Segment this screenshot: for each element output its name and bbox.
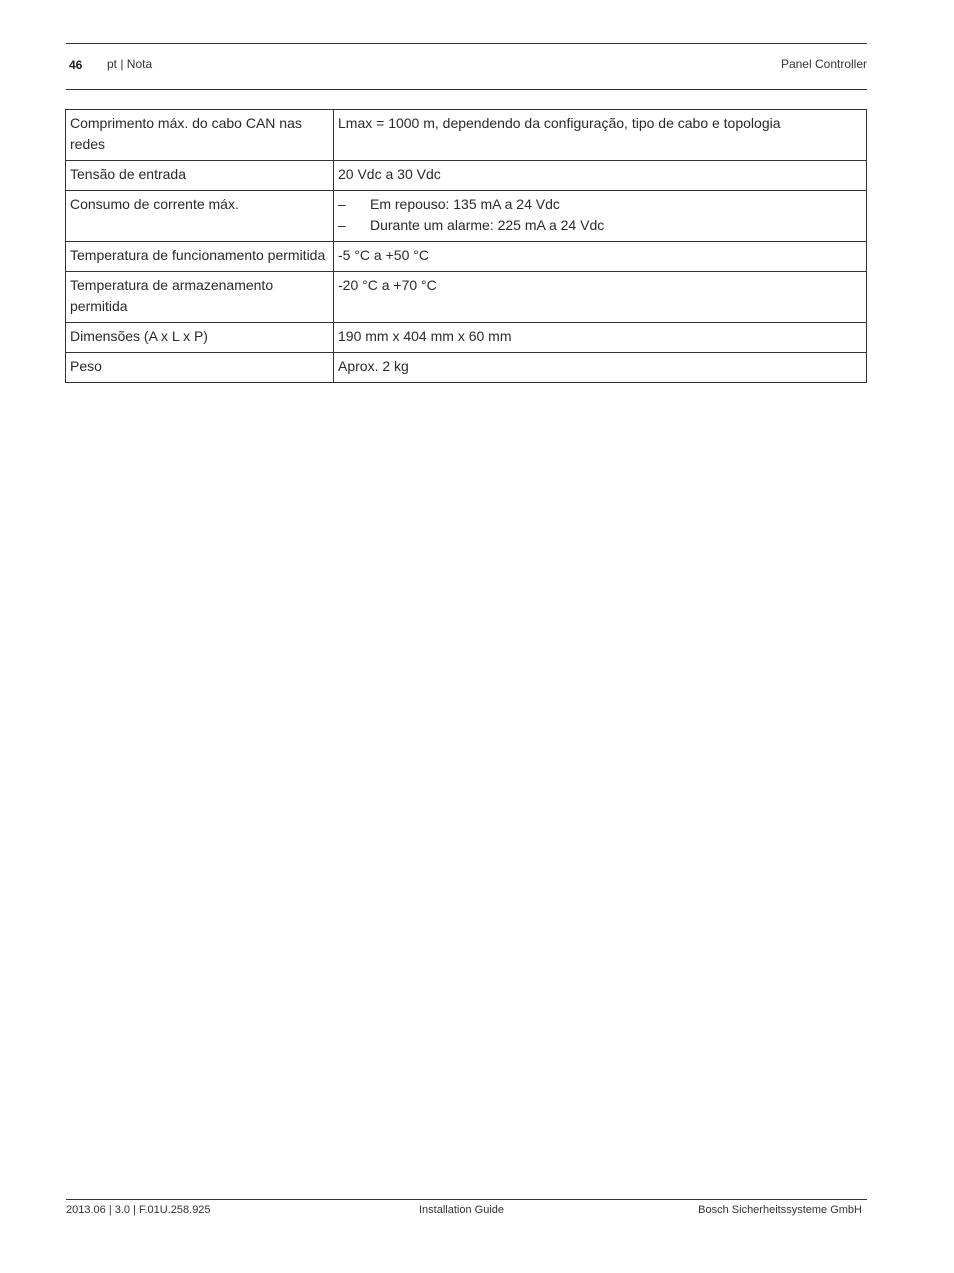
table-row	[66, 323, 867, 353]
spec-label: Tensão de entrada	[66, 161, 334, 191]
spec-value-list	[338, 194, 862, 236]
footer-document-type: Installation Guide	[419, 1204, 504, 1216]
footer-company: Bosch Sicherheitssysteme GmbH	[698, 1204, 862, 1216]
spec-label: Temperatura de armazenamento permitida	[66, 272, 334, 323]
header-section: pt | Nota	[107, 57, 153, 71]
list-dash: –	[338, 196, 346, 212]
table-row	[66, 242, 867, 272]
footer-document-code: 2013.06 | 3.0 | F.01U.258.925	[66, 1204, 211, 1216]
page-number: 46	[69, 58, 83, 72]
table-row	[66, 161, 867, 191]
table-row	[66, 272, 867, 323]
spec-value: -5 °C a +50 °C	[334, 242, 867, 272]
list-dash: –	[338, 217, 346, 233]
spec-label: Peso	[66, 353, 334, 383]
spec-value: 190 mm x 404 mm x 60 mm	[334, 323, 867, 353]
list-item	[338, 215, 862, 236]
header-top-rule	[66, 43, 867, 44]
spec-label: Temperatura de funcionamento permitida	[66, 242, 334, 272]
spec-value	[334, 191, 867, 242]
spec-label: Consumo de corrente máx.	[66, 191, 334, 242]
spec-value: Lmax = 1000 m, dependendo da configuração, tipo de cabo e topologia	[334, 110, 867, 161]
spec-value: Aprox. 2 kg	[334, 353, 867, 383]
table-row	[66, 191, 867, 242]
spec-value: -20 °C a +70 °C	[334, 272, 867, 323]
spec-value: 20 Vdc a 30 Vdc	[334, 161, 867, 191]
header-bottom-rule	[66, 89, 867, 90]
table-row	[66, 110, 867, 161]
footer-rule	[66, 1199, 867, 1200]
specifications-table	[65, 109, 867, 383]
spec-label: Dimensões (A x L x P)	[66, 323, 334, 353]
header-title: Panel Controller	[780, 57, 867, 71]
spec-label: Comprimento máx. do cabo CAN nas redes	[66, 110, 334, 161]
table-row	[66, 353, 867, 383]
list-item-text: Durante um alarme: 225 mA a 24 Vdc	[370, 217, 605, 233]
list-item	[338, 194, 862, 215]
list-item-text: Em repouso: 135 mA a 24 Vdc	[370, 196, 560, 212]
